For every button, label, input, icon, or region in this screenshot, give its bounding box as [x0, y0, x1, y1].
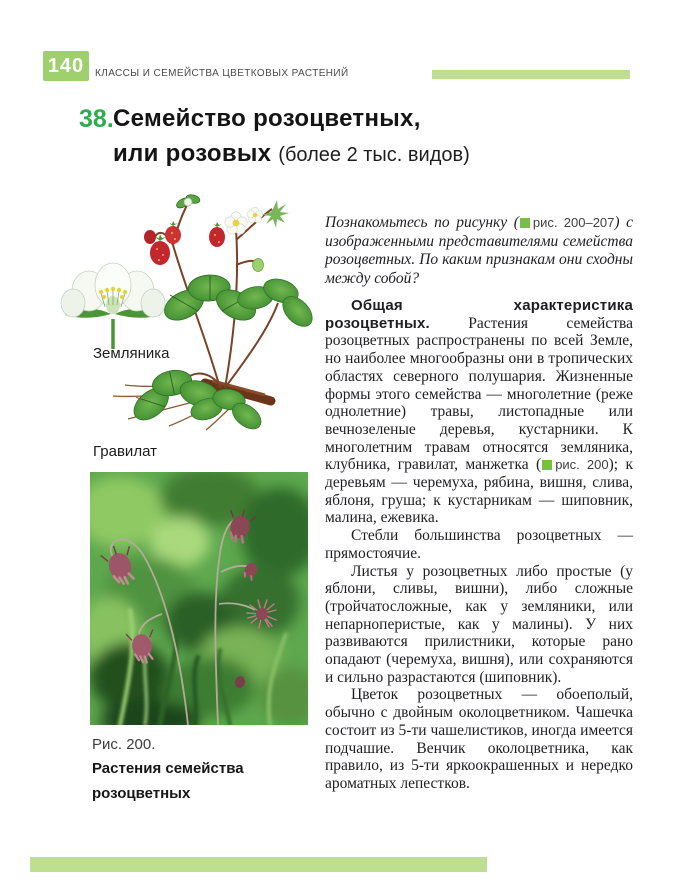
section-title-line2-bold: или розовых: [113, 140, 279, 167]
figure-ref-icon: [542, 460, 552, 470]
footer-rule: [30, 857, 487, 872]
label-geum: Гравилат: [93, 443, 157, 460]
strawberry-berries: [144, 221, 225, 265]
photo-background: [90, 472, 308, 725]
p1-text-b: ); к деревьям — черемуха, рябина, вишня, слива, яблоня, груша; к кустарникам — шиповник, малина, ежевика.: [325, 456, 633, 527]
geum-photo: [90, 472, 308, 725]
section-title-line2: [113, 140, 470, 168]
figure-caption-title-line2: розоцветных: [92, 785, 191, 802]
figure-ref-icon: [520, 218, 530, 228]
figure-caption-number: Рис. 200.: [92, 736, 156, 753]
section-number: 38.: [79, 105, 114, 133]
header-rule: [432, 70, 630, 79]
p1-text-a: Растения семейства розоцветных распространены по всей Земле, но наиболее многообразны они в тропических областях северного полушария. Жизненные формы этого семейства — многолетние (реже однолетние) травы, листопадные или вечнозеленые деревья, кустарники. К многолетним травам относятся земляника, клубника, гравилат, манжетка (: [325, 314, 633, 474]
paragraph-flower: Цветок розоцветных — обоеполый, обычно с двойным околоцветником. Чашечка состоит из 5-ти чашелистиков, иногда имеется подчашие. Венчик околоцветника, как правило, из 5-ти яркоокрашенных и нередко ароматных лепестков.: [325, 686, 633, 792]
label-strawberry: Земляника: [93, 345, 170, 362]
section-title-line2-note: (более 2 тыс. видов): [278, 144, 470, 166]
strawberry-illustration: [55, 185, 320, 445]
figure-caption-title-line1: Растения семейства: [92, 760, 244, 777]
paragraph-general-characteristics: [325, 297, 633, 527]
figure-ref-text: рис. 200–207: [532, 215, 615, 230]
body-heading: Общая характеристика розоцветных.: [325, 297, 633, 332]
intro-text-after: ) с изображенными представителями семейства розоцветных. По каким признакам они сходны между собой?: [325, 214, 634, 287]
intro-paragraph: [325, 214, 633, 288]
paragraph-leaves: Листья у розоцветных либо простые (у яблони, сливы, вишни), либо сложные (тройчатосложные, как у земляники, или непарноперистые, как у малины). У них развиваются прилистники, которые рано опадают (черемуха, вишня), или сохраняются и сильно разрастаются (шиповник).: [325, 562, 633, 686]
flower-section-drawing: [61, 263, 165, 349]
chapter-header: КЛАССЫ И СЕМЕЙСТВА ЦВЕТКОВЫХ РАСТЕНИЙ: [95, 68, 349, 79]
body-text-column: [325, 297, 633, 793]
section-title-line1: Семейство розоцветных,: [113, 105, 421, 132]
intro-text-before: Познакомьтесь по рисунку (: [325, 214, 519, 231]
page-number-badge: 140: [43, 51, 89, 81]
figure-ref-text: рис. 200: [555, 457, 609, 473]
paragraph-stems: Стебли большинства розоцветных — прямостоячие.: [325, 527, 633, 562]
